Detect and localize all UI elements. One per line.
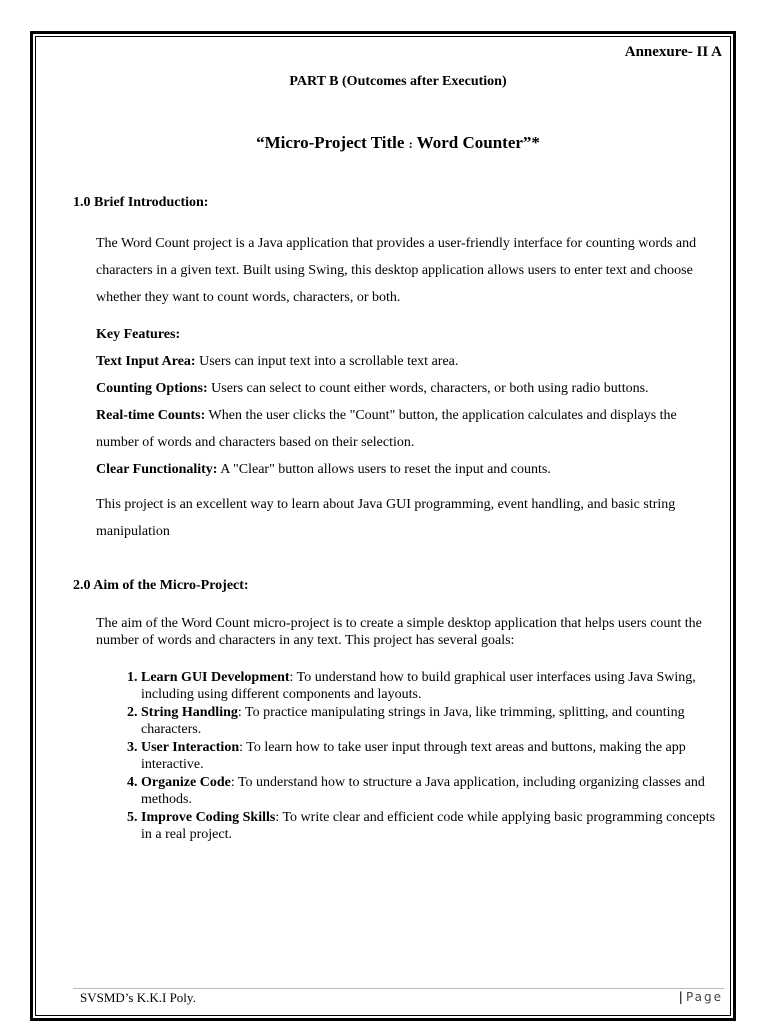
feature-text: When the user clicks the "Count" button, the application calculates and displays the [205,408,677,423]
goal-text: : To understand how to structure a Java application, including organizing classes and methods. [141,775,705,807]
feature-label: Counting Options: [96,381,208,396]
footer-institution: SVSMD’s K.K.I Poly. [80,990,196,1005]
goal-label: String Handling [141,705,238,720]
goal-text: : To practice manipulating strings in Java, like trimming, splitting, and counting characters. [141,705,685,737]
feature-text: number of words and characters based on their selection. [96,435,415,450]
goal-label: User Interaction [141,740,240,755]
title-suffix: Word Counter”* [416,133,540,152]
intro-paragraph: The Word Count project is a Java application that provides a user-friendly interface for counting words and characters in a given text. Built using Swing, this desktop application allows users to enter text and choose whether they want to count words, characters, or both. [96,236,697,305]
list-item [141,739,716,773]
intro-closing: This project is an excellent way to learn about Java GUI programming, event handling, and basic string manipulation [96,497,676,539]
goal-label: Learn GUI Development [141,670,290,685]
aim-heading: 2.0 Aim of the Micro-Project: [73,578,249,593]
list-item [141,669,716,703]
goal-label: Organize Code [141,775,231,790]
annexure-label: Annexure- II A [624,44,722,60]
title-prefix: “Micro-Project Title [256,133,405,152]
goal-text: : To write clear and efficient code while applying basic programming concepts in a real project. [141,810,716,842]
feature-label: Text Input Area: [96,354,196,369]
feature-label: Clear Functionality: [96,462,218,477]
goal-label: Improve Coding Skills [141,810,276,825]
goal-text: : To learn how to take user input through text areas and buttons, making the app interactive. [141,740,686,772]
page-text: Page [685,990,723,1004]
feature-text: A "Clear" button allows users to reset the input and counts. [217,462,551,477]
key-features-heading: Key Features: [96,327,181,342]
footer-divider [73,988,724,989]
list-item [141,704,716,738]
feature-item [96,381,649,397]
feature-label: Real-time Counts: [96,408,206,423]
part-heading: PART B (Outcomes after Execution) [289,74,507,89]
feature-item [96,462,551,478]
feature-text: Users can input text into a scrollable text area. [195,354,459,369]
intro-heading: 1.0 Brief Introduction: [73,195,209,210]
footer-page-label [679,990,723,1004]
list-item [141,774,716,808]
feature-item [96,408,677,424]
feature-text: Users can select to count either words, characters, or both using radio buttons. [207,381,649,396]
goals-list [96,669,716,844]
goal-text: : To understand how to build graphical user interfaces using Java Swing, including using different components and layouts. [141,670,696,702]
aim-paragraph: The aim of the Word Count micro-project is to create a simple desktop application that helps users count the number of words and characters in any text. This project has several goals: [96,616,702,648]
list-item [141,809,716,843]
project-title [0,133,768,153]
title-colon: : [408,137,413,151]
page-separator: | [678,990,683,1004]
feature-item-continued [96,435,414,451]
feature-item [96,354,458,370]
